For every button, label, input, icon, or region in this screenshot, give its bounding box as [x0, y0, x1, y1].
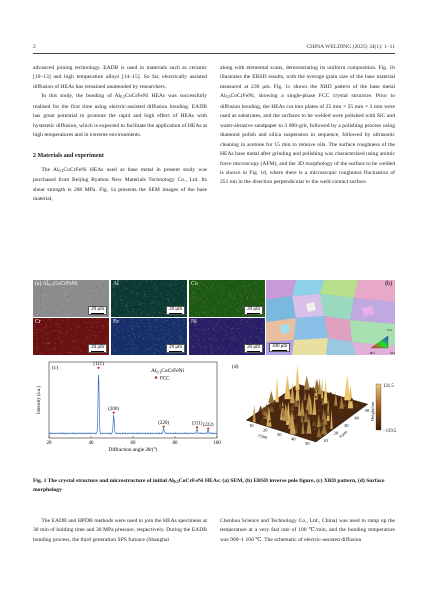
- ipf-111-label: 111: [387, 328, 392, 332]
- colorbar: [376, 384, 381, 430]
- paragraph: The EADB and HPDB methods were used to join the HEAs specimens at 30 min of holding time and 30 MPa pressure, respectively. During the EADB bonding process, the third generation SPS furnace (Shanghai: [33, 518, 207, 543]
- plot-frame: [49, 362, 217, 438]
- surface-peak: [344, 375, 350, 401]
- y-axis-label: Intensity (a.u.): [37, 385, 42, 415]
- y-tick-label: 50: [305, 440, 310, 446]
- x-tick-label: 60: [130, 441, 136, 446]
- colorbar-max: 131.5: [383, 384, 394, 389]
- surface-peak: [321, 377, 323, 398]
- scale-bar: 300 μm: [269, 343, 290, 352]
- x-axis-label: Diffraction angle 2θ/(°): [108, 447, 158, 453]
- y-tick-label: 20: [263, 427, 268, 433]
- paragraph: advanced joining technology. EADB is used in materials such as ceramic [10–13] and high temperature alloys [14–15]. So far, electrically assisted diffusion of HEAs has remained unattended by researchers.: [33, 65, 207, 90]
- scale-bar: 20 μm: [88, 306, 107, 315]
- sem-grid: [33, 280, 265, 355]
- sem-panel: [189, 318, 265, 355]
- ipf-101-label: 101: [389, 351, 395, 355]
- x-tick-label: 40: [354, 415, 359, 421]
- panel-label: (d): [232, 364, 239, 370]
- figure-caption: Fig. 1 The crystal structure and microstructure of initial $Al_{0.3}CoCrFeNi$ HEAs: (a) SEM, (b) EBSD inverse pole figure, (c) XRD pattern, (d) Surface morphology: [33, 478, 385, 493]
- peak-marker: [97, 367, 99, 369]
- peak-marker: [207, 428, 209, 430]
- scale-bar: 20 μm: [166, 306, 185, 315]
- bottom-left-column: [33, 517, 207, 545]
- surface-peak: [304, 375, 310, 389]
- sem-panel: [111, 318, 187, 355]
- x-axis-label: x/μm: [337, 429, 349, 439]
- afm-plot: [228, 358, 398, 458]
- panel-label: Fe: [113, 319, 119, 325]
- paragraph: The $Al_{0.3}CoCrFeNi$ HEAs used as base metal in present study was purchased from Beijing Ryubon New Materials Technology Co., Ltd. Its shear strength is 286 MPa. Fig. 1a presents the SEM images of the base material,: [33, 167, 208, 203]
- peak-label: (200): [108, 406, 120, 412]
- peak-label: (111): [93, 362, 104, 367]
- bottom-right-column: [220, 517, 395, 545]
- peak-label: (311): [191, 421, 203, 427]
- scale-bar: 20 μm: [88, 344, 107, 353]
- peak-marker: [163, 426, 165, 428]
- xrd-plot: [33, 358, 223, 453]
- afm-surface: [228, 358, 398, 458]
- panel-label: Cr: [35, 319, 41, 325]
- panel-label: (c): [52, 365, 59, 371]
- surface-peak: [314, 379, 319, 390]
- surface-peak: [253, 404, 256, 422]
- ipf-001-label: 001: [369, 351, 375, 355]
- paragraph: Chenhua Science and Technology Co., Ltd., China) was used to ramp up the temperature at a very fast rate of 100 ℃/min, and the bonding temperature was 900–1 100 ℃. The schematic of electric-assisted diffusion: [220, 518, 395, 543]
- panel-label: Al: [113, 281, 119, 287]
- panel-label: (b): [385, 281, 392, 287]
- y-tick-label: 40: [291, 436, 296, 442]
- chart-title: $Al_{0.3}CoCrFeNi$: [151, 368, 185, 375]
- paragraph: In this study, the bonding of $Al_{0.3}CoCrFeNi$ HEAs was successfully realised for the first time using electric-assisted diffusion bonding. EADB has great potential to promote the rapid and high effect of HEAs with hysteretic diffusion, which is expected to facilitate the application of HEAs at high temperatures and in extreme environments.: [33, 93, 208, 139]
- peak-label: (220): [158, 420, 170, 426]
- x-tick-label: 50: [364, 407, 370, 413]
- surface-peak: [275, 377, 279, 403]
- surface-peak: [284, 375, 290, 400]
- x-tick-label: 20: [333, 430, 339, 436]
- journal-header: CHINA WELDING (2025) 34(1): 1–11: [306, 44, 395, 50]
- xrd-chart: [33, 358, 223, 453]
- sem-panel: [111, 280, 187, 317]
- x-tick-label: 30: [344, 423, 349, 428]
- panel-label: Ni: [191, 319, 197, 325]
- ipf-legend: [368, 332, 392, 352]
- sem-panel: [33, 280, 109, 317]
- legend-entry: FCC: [160, 376, 170, 382]
- left-column: [33, 64, 207, 205]
- peak-label: (222): [202, 422, 214, 428]
- colorbar-min: −119.5: [383, 429, 397, 434]
- peak-marker: [196, 426, 198, 428]
- x-tick-label: 100: [213, 441, 221, 446]
- sem-panel: [33, 318, 109, 355]
- legend-marker: [155, 376, 158, 379]
- scale-bar: 20 μm: [244, 306, 263, 315]
- header-rule: [33, 53, 395, 54]
- x-tick-label: 20: [46, 441, 52, 446]
- colorbar-label: Height/nm: [370, 401, 375, 421]
- right-column: [220, 64, 395, 188]
- x-tick-label: 10: [323, 438, 328, 444]
- panel-label: Co: [191, 281, 198, 287]
- scale-bar: 20 μm: [166, 344, 185, 353]
- panel-label: (a) $Al_{0.3}CoCrFeNi$: [35, 281, 78, 287]
- sem-panel: [189, 280, 265, 317]
- x-tick-label: 40: [88, 441, 94, 446]
- surface-peak: [259, 405, 263, 411]
- surface-peak: [329, 392, 332, 394]
- surface-peak: [324, 378, 328, 403]
- y-tick-label: 30: [277, 432, 282, 437]
- paragraph: along with elemental scans, demonstrating its uniform composition. Fig. 1b illustrates the EBSD results, with the average grain size of the base material measured at 230 μm. Fig. 1c shows the XRD pattern of the base metal $Al_{0.3}CoCrFeNi$, showing a single-phase FCC crystal structure. Prior to diffusion bonding, the HEAs cut into plates of 25 mm × 25 mm × 3 mm were used as substrates, and the surfaces to be welded were polished with SiC and water-abrasive sandpaper to 3 000-grit, followed by a polishing process using diamond polish and silica suspension in sequence, followed by ultrasonic cleaning in acetone for 15 min to remove oils. The surface roughness of the HEAs base metal after grinding and polishing was characterized using atomic force microscopy (AFM), and the 3D morphology of the surface to be welded is shown in Fig. 1d, where there is a microscopic roughness fluctuation of 251 nm in the direction perpendicular to the weld contact surface.: [220, 65, 395, 186]
- surface-peak: [295, 364, 299, 390]
- ebsd-map: [266, 280, 395, 355]
- page-number: 2: [33, 44, 36, 50]
- y-axis-label: y/μm: [257, 432, 269, 440]
- x-tick-label: 80: [172, 441, 178, 446]
- section-heading: 2 Materials and experiment: [33, 152, 104, 159]
- surface-peak: [268, 391, 274, 403]
- scale-bar: 20 μm: [244, 344, 263, 353]
- y-tick-label: 10: [249, 423, 254, 429]
- peak-marker: [113, 412, 115, 414]
